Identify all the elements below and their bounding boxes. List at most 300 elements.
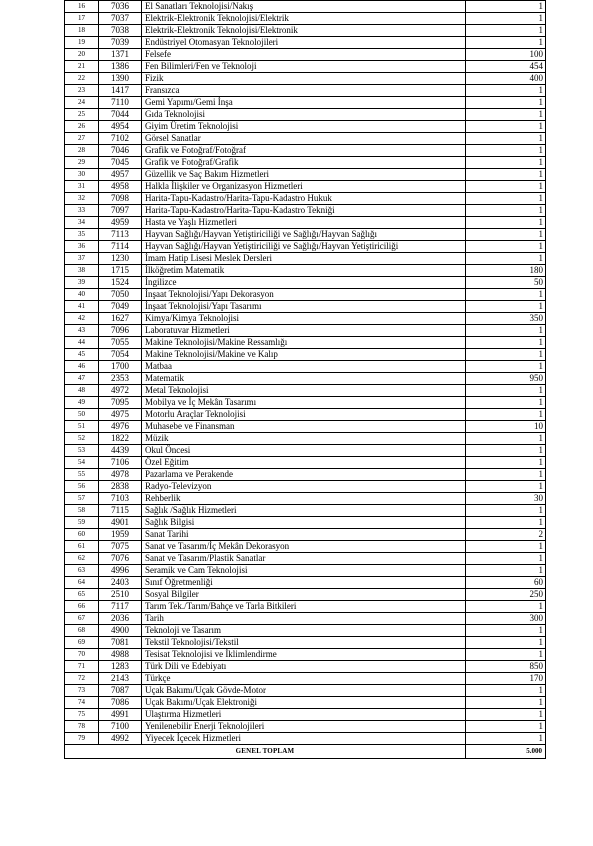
table-row: [65, 733, 546, 745]
branch-name: Elektrik-Elektronik Teknolojisi/Elektrik: [142, 13, 466, 25]
row-number: 28: [65, 145, 99, 157]
table-row: [65, 13, 546, 25]
quota-count: 1: [466, 409, 546, 421]
branch-code: 7113: [99, 229, 142, 241]
quota-count: 2: [466, 529, 546, 541]
row-number: 72: [65, 673, 99, 685]
branch-name: Fransızca: [142, 85, 466, 97]
branch-name: Endüstriyel Otomasyan Teknolojileri: [142, 37, 466, 49]
branch-code: 7110: [99, 97, 142, 109]
branch-code: 2143: [99, 673, 142, 685]
branch-name: Felsefe: [142, 49, 466, 61]
row-number: 42: [65, 313, 99, 325]
branch-code: 1627: [99, 313, 142, 325]
table-row: [65, 217, 546, 229]
table-row: [65, 553, 546, 565]
table-row: [65, 409, 546, 421]
row-number: 27: [65, 133, 99, 145]
branch-name: Uçak Bakımı/Uçak Elektroniği: [142, 697, 466, 709]
row-number: 18: [65, 25, 99, 37]
table-row: [65, 577, 546, 589]
branch-code: 7115: [99, 505, 142, 517]
branch-code: 7076: [99, 553, 142, 565]
branch-code: 4959: [99, 217, 142, 229]
row-number: 63: [65, 565, 99, 577]
branch-name: İnşaat Teknolojisi/Yapı Dekorasyon: [142, 289, 466, 301]
quota-count: 1: [466, 637, 546, 649]
row-number: 20: [65, 49, 99, 61]
row-number: 29: [65, 157, 99, 169]
quota-count: 250: [466, 589, 546, 601]
table-row: [65, 397, 546, 409]
branch-name: Uçak Bakımı/Uçak Gövde-Motor: [142, 685, 466, 697]
row-number: 79: [65, 733, 99, 745]
row-number: 53: [65, 445, 99, 457]
table-row: [65, 613, 546, 625]
branch-code: 7038: [99, 25, 142, 37]
branch-name: Tekstil Teknolojisi/Tekstil: [142, 637, 466, 649]
table-row: [65, 301, 546, 313]
branch-name: Sağlık /Sağlık Hizmetleri: [142, 505, 466, 517]
table-row: [65, 169, 546, 181]
row-number: 56: [65, 481, 99, 493]
table-row: [65, 601, 546, 613]
row-number: 59: [65, 517, 99, 529]
row-number: 69: [65, 637, 99, 649]
branch-name: Matematik: [142, 373, 466, 385]
branch-name: El Sanatları Teknolojisi/Nakış: [142, 1, 466, 13]
table-row: [65, 37, 546, 49]
table-row: [65, 565, 546, 577]
quota-count: 1: [466, 337, 546, 349]
branch-name: Gemi Yapımı/Gemi İnşa: [142, 97, 466, 109]
table-row: [65, 145, 546, 157]
branch-name: Pazarlama ve Perakende: [142, 469, 466, 481]
quota-count: 950: [466, 373, 546, 385]
branch-code: 1715: [99, 265, 142, 277]
branch-name: Görsel Sanatlar: [142, 133, 466, 145]
quota-count: 30: [466, 493, 546, 505]
table-row: [65, 481, 546, 493]
branch-code: 7095: [99, 397, 142, 409]
branch-name: Fen Bilimleri/Fen ve Teknoloji: [142, 61, 466, 73]
branch-code: 2036: [99, 613, 142, 625]
branch-code: 4996: [99, 565, 142, 577]
table-row: [65, 649, 546, 661]
branch-name: İlköğretim Matematik: [142, 265, 466, 277]
branch-code: 2353: [99, 373, 142, 385]
table-row: [65, 421, 546, 433]
quota-count: 1: [466, 193, 546, 205]
branch-code: 7045: [99, 157, 142, 169]
quota-count: 1: [466, 133, 546, 145]
branch-code: 1371: [99, 49, 142, 61]
branch-name: Makine Teknolojisi/Makine ve Kalıp: [142, 349, 466, 361]
row-number: 19: [65, 37, 99, 49]
quota-count: 1: [466, 85, 546, 97]
total-label: GENEL TOPLAM: [65, 745, 466, 759]
row-number: 74: [65, 697, 99, 709]
table-row: [65, 289, 546, 301]
branch-code: 1524: [99, 277, 142, 289]
quota-count: 1: [466, 709, 546, 721]
quota-count: 1: [466, 505, 546, 517]
branch-name: Türk Dili ve Edebiyatı: [142, 661, 466, 673]
branch-code: 7054: [99, 349, 142, 361]
table-row: [65, 337, 546, 349]
table-row: [65, 73, 546, 85]
branch-name: Yiyecek İçecek Hizmetleri: [142, 733, 466, 745]
table-row: [65, 445, 546, 457]
table-row: [65, 25, 546, 37]
table-row: [65, 1, 546, 13]
table-row: [65, 193, 546, 205]
row-number: 60: [65, 529, 99, 541]
quota-count: 1: [466, 37, 546, 49]
quota-count: 1: [466, 157, 546, 169]
row-number: 73: [65, 685, 99, 697]
row-number: 21: [65, 61, 99, 73]
row-number: 25: [65, 109, 99, 121]
row-number: 36: [65, 241, 99, 253]
row-number: 35: [65, 229, 99, 241]
table-row: [65, 325, 546, 337]
table-row: [65, 709, 546, 721]
quota-count: 1: [466, 481, 546, 493]
branch-code: 7036: [99, 1, 142, 13]
row-number: 22: [65, 73, 99, 85]
branch-code: 4958: [99, 181, 142, 193]
row-number: 26: [65, 121, 99, 133]
quota-count: 1: [466, 349, 546, 361]
branch-name: Sanat ve Tasarım/Plastik Sanatlar: [142, 553, 466, 565]
row-number: 64: [65, 577, 99, 589]
branch-name: Harita-Tapu-Kadastro/Harita-Tapu-Kadastro Tekniği: [142, 205, 466, 217]
branch-name: Laboratuvar Hizmetleri: [142, 325, 466, 337]
quota-count: 400: [466, 73, 546, 85]
quota-count: 1: [466, 625, 546, 637]
branch-code: 7037: [99, 13, 142, 25]
table-row: [65, 361, 546, 373]
table-row: [65, 121, 546, 133]
branch-code: 4900: [99, 625, 142, 637]
branch-name: Yenilenebilir Enerji Teknolojileri: [142, 721, 466, 733]
branch-name: Hasta ve Yaşlı Hizmetleri: [142, 217, 466, 229]
table-row: [65, 697, 546, 709]
branch-code: 7086: [99, 697, 142, 709]
branch-code: 4975: [99, 409, 142, 421]
branch-code: 7075: [99, 541, 142, 553]
quota-count: 1: [466, 229, 546, 241]
branch-name: Sağlık Bilgisi: [142, 517, 466, 529]
quota-count: 1: [466, 565, 546, 577]
row-number: 51: [65, 421, 99, 433]
row-number: 34: [65, 217, 99, 229]
table-row: [65, 61, 546, 73]
branch-code: 7098: [99, 193, 142, 205]
quota-count: 1: [466, 553, 546, 565]
branch-code: 1959: [99, 529, 142, 541]
table-row: [65, 349, 546, 361]
row-number: 38: [65, 265, 99, 277]
branch-code: 4439: [99, 445, 142, 457]
quota-count: 1: [466, 121, 546, 133]
branch-code: 4992: [99, 733, 142, 745]
table-row: [65, 229, 546, 241]
row-number: 67: [65, 613, 99, 625]
quota-count: 1: [466, 733, 546, 745]
branch-code: 7039: [99, 37, 142, 49]
table-row: [65, 637, 546, 649]
branch-code: 2403: [99, 577, 142, 589]
branch-name: Makine Teknolojisi/Makine Ressamlığı: [142, 337, 466, 349]
branch-code: 4972: [99, 385, 142, 397]
branch-code: 1283: [99, 661, 142, 673]
branch-name: Hayvan Sağlığı/Hayvan Yetiştiriciliği ve Sağlığı/Hayvan Sağlığı: [142, 229, 466, 241]
branch-code: 2838: [99, 481, 142, 493]
quota-count: 1: [466, 397, 546, 409]
branch-code: 4976: [99, 421, 142, 433]
branch-name: Sosyal Bilgiler: [142, 589, 466, 601]
table-row: [65, 181, 546, 193]
row-number: 44: [65, 337, 99, 349]
row-number: 41: [65, 301, 99, 313]
table-row: [65, 241, 546, 253]
branch-code: 7049: [99, 301, 142, 313]
table-row: [65, 469, 546, 481]
row-number: 52: [65, 433, 99, 445]
branch-name: Güzellik ve Saç Bakım Hizmetleri: [142, 169, 466, 181]
branch-name: Türkçe: [142, 673, 466, 685]
row-number: 30: [65, 169, 99, 181]
row-number: 57: [65, 493, 99, 505]
table-row: [65, 277, 546, 289]
branch-name: Tarım Tek./Tarım/Bahçe ve Tarla Bitkileri: [142, 601, 466, 613]
branch-name: Tarih: [142, 613, 466, 625]
quota-count: 1: [466, 433, 546, 445]
table-row: [65, 505, 546, 517]
branch-name: Motorlu Araçlar Teknolojisi: [142, 409, 466, 421]
row-number: 32: [65, 193, 99, 205]
table-row: [65, 385, 546, 397]
branch-name: Teknoloji ve Tasarım: [142, 625, 466, 637]
branch-code: 1390: [99, 73, 142, 85]
row-number: 23: [65, 85, 99, 97]
table-row: [65, 157, 546, 169]
table-row: [65, 97, 546, 109]
quota-count: 1: [466, 1, 546, 13]
branch-name: Sanat ve Tasarım/İç Mekân Dekorasyon: [142, 541, 466, 553]
branch-name: Halkla İlişkiler ve Organizasyon Hizmetleri: [142, 181, 466, 193]
branch-name: Müzik: [142, 433, 466, 445]
quota-count: 1: [466, 241, 546, 253]
branch-name: Okul Öncesi: [142, 445, 466, 457]
table-row: [65, 517, 546, 529]
row-number: 70: [65, 649, 99, 661]
quota-count: 350: [466, 313, 546, 325]
quota-count: 1: [466, 145, 546, 157]
branch-code: 7106: [99, 457, 142, 469]
table-row: [65, 673, 546, 685]
row-number: 40: [65, 289, 99, 301]
table-row: [65, 625, 546, 637]
branch-code: 1700: [99, 361, 142, 373]
quota-count: 1: [466, 457, 546, 469]
row-number: 31: [65, 181, 99, 193]
table-body: [65, 1, 546, 745]
table-row: [65, 661, 546, 673]
row-number: 58: [65, 505, 99, 517]
branch-name: İnşaat Teknolojisi/Yapı Tasarımı: [142, 301, 466, 313]
branch-name: Radyo-Televizyon: [142, 481, 466, 493]
branch-code: 7102: [99, 133, 142, 145]
branch-code: 7044: [99, 109, 142, 121]
branch-name: Giyim Üretim Teknolojisi: [142, 121, 466, 133]
row-number: 48: [65, 385, 99, 397]
quota-count: 1: [466, 181, 546, 193]
row-number: 62: [65, 553, 99, 565]
branch-code: 1822: [99, 433, 142, 445]
branch-code: 4978: [99, 469, 142, 481]
branch-name: Grafik ve Fotoğraf/Grafik: [142, 157, 466, 169]
row-number: 55: [65, 469, 99, 481]
row-number: 66: [65, 601, 99, 613]
row-number: 16: [65, 1, 99, 13]
branch-name: Muhasebe ve Finansman: [142, 421, 466, 433]
quota-count: 1: [466, 697, 546, 709]
branch-code: 7103: [99, 493, 142, 505]
branch-name: Ulaştırma Hizmetleri: [142, 709, 466, 721]
quota-count: 1: [466, 385, 546, 397]
table-row: [65, 133, 546, 145]
quota-table-page: [64, 0, 545, 759]
branch-code: 7096: [99, 325, 142, 337]
branch-name: Mobilya ve İç Mekân Tasarımı: [142, 397, 466, 409]
row-number: 24: [65, 97, 99, 109]
table-row: [65, 313, 546, 325]
quota-count: 1: [466, 289, 546, 301]
table-row: [65, 457, 546, 469]
total-value: 5.000: [466, 745, 546, 759]
table-row: [65, 589, 546, 601]
branch-code: 7117: [99, 601, 142, 613]
row-number: 33: [65, 205, 99, 217]
branch-code: 1417: [99, 85, 142, 97]
row-number: 39: [65, 277, 99, 289]
row-number: 49: [65, 397, 99, 409]
quota-count: 1: [466, 601, 546, 613]
table-row: [65, 253, 546, 265]
table-row: [65, 85, 546, 97]
quota-count: 1: [466, 13, 546, 25]
branch-name: Harita-Tapu-Kadastro/Harita-Tapu-Kadastro Hukuk: [142, 193, 466, 205]
branch-code: 7046: [99, 145, 142, 157]
branch-name: Tesisat Teknolojisi ve İklimlendirme: [142, 649, 466, 661]
row-number: 37: [65, 253, 99, 265]
row-number: 68: [65, 625, 99, 637]
row-number: 47: [65, 373, 99, 385]
branch-name: Elektrik-Elektronik Teknolojisi/Elektronik: [142, 25, 466, 37]
quota-count: 10: [466, 421, 546, 433]
branch-name: Rehberlik: [142, 493, 466, 505]
quota-count: 1: [466, 109, 546, 121]
branch-code: 1230: [99, 253, 142, 265]
branch-name: Gıda Teknolojisi: [142, 109, 466, 121]
quota-count: 1: [466, 541, 546, 553]
row-number: 50: [65, 409, 99, 421]
quota-count: 850: [466, 661, 546, 673]
quota-count: 180: [466, 265, 546, 277]
quota-count: 100: [466, 49, 546, 61]
row-number: 71: [65, 661, 99, 673]
branch-name: Özel Eğitim: [142, 457, 466, 469]
branch-name: İngilizce: [142, 277, 466, 289]
table-row: [65, 265, 546, 277]
total-row: [65, 745, 546, 759]
branch-name: Fizik: [142, 73, 466, 85]
table-row: [65, 433, 546, 445]
quota-count: 1: [466, 301, 546, 313]
table-row: [65, 493, 546, 505]
branch-name: Seramik ve Cam Teknolojisi: [142, 565, 466, 577]
branch-code: 7097: [99, 205, 142, 217]
table-row: [65, 109, 546, 121]
branch-code: 4991: [99, 709, 142, 721]
quota-count: 1: [466, 649, 546, 661]
table-row: [65, 721, 546, 733]
branch-code: 7114: [99, 241, 142, 253]
quota-count: 1: [466, 445, 546, 457]
branch-code: 7081: [99, 637, 142, 649]
quota-count: 60: [466, 577, 546, 589]
quota-count: 1: [466, 205, 546, 217]
quota-count: 1: [466, 721, 546, 733]
branch-name: İmam Hatip Lisesi Meslek Dersleri: [142, 253, 466, 265]
quota-table: [64, 0, 546, 759]
row-number: 43: [65, 325, 99, 337]
quota-count: 300: [466, 613, 546, 625]
branch-name: Sınıf Öğretmenliği: [142, 577, 466, 589]
table-row: [65, 541, 546, 553]
branch-code: 7055: [99, 337, 142, 349]
quota-count: 1: [466, 685, 546, 697]
quota-count: 1: [466, 517, 546, 529]
quota-count: 1: [466, 25, 546, 37]
row-number: 45: [65, 349, 99, 361]
branch-name: Sanat Tarihi: [142, 529, 466, 541]
branch-name: Grafik ve Fotoğraf/Fotoğraf: [142, 145, 466, 157]
quota-count: 1: [466, 217, 546, 229]
table-row: [65, 373, 546, 385]
quota-count: 1: [466, 97, 546, 109]
quota-count: 1: [466, 169, 546, 181]
branch-code: 7100: [99, 721, 142, 733]
branch-name: Kimya/Kimya Teknolojisi: [142, 313, 466, 325]
branch-name: Matbaa: [142, 361, 466, 373]
row-number: 61: [65, 541, 99, 553]
branch-code: 4988: [99, 649, 142, 661]
branch-name: Hayvan Sağlığı/Hayvan Yetiştiriciliği ve Sağlığı/Hayvan Yetiştiriciliği: [142, 241, 466, 253]
quota-count: 1: [466, 361, 546, 373]
branch-name: Metal Teknolojisi: [142, 385, 466, 397]
table-row: [65, 529, 546, 541]
quota-count: 1: [466, 253, 546, 265]
row-number: 46: [65, 361, 99, 373]
table-row: [65, 685, 546, 697]
row-number: 78: [65, 721, 99, 733]
quota-count: 170: [466, 673, 546, 685]
row-number: 65: [65, 589, 99, 601]
